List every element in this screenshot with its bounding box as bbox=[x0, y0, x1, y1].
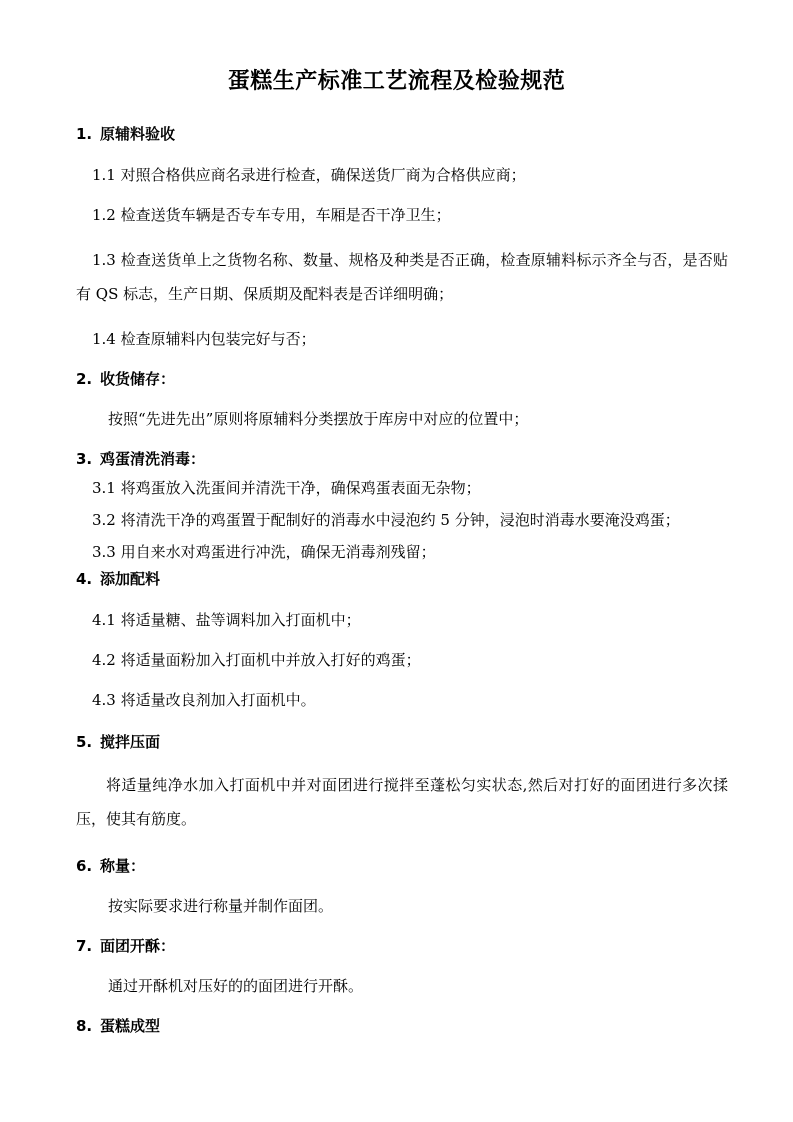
section-heading-1 bbox=[76, 124, 175, 144]
list-item: 3.3 用自来水对鸡蛋进行冲洗，确保无消毒剂残留； bbox=[92, 543, 436, 561]
section-number: 7. bbox=[76, 937, 93, 955]
list-item: 1.1 对照合格供应商名录进行检查，确保送货厂商为合格供应商； bbox=[92, 166, 526, 184]
list-item: 4.3 将适量改良剂加入打面机中。 bbox=[92, 691, 316, 709]
section-title: 面团开酥： bbox=[100, 937, 176, 955]
section-title: 搅拌压面 bbox=[100, 733, 161, 751]
section-heading-6 bbox=[76, 856, 145, 876]
section-number: 3. bbox=[76, 450, 93, 468]
section-title: 添加配料 bbox=[100, 570, 161, 588]
list-item: 3.1 将鸡蛋放入洗蛋间并清洗干净，确保鸡蛋表面无杂物； bbox=[92, 479, 481, 497]
section-heading-3 bbox=[76, 449, 205, 469]
section-number: 1. bbox=[76, 125, 93, 143]
section-number: 2. bbox=[76, 370, 93, 388]
list-item: 1.2 检查送货车辆是否专车专用，车厢是否干净卫生； bbox=[92, 206, 451, 224]
section-title: 鸡蛋清洗消毒： bbox=[100, 450, 206, 468]
section-title: 原辅料验收 bbox=[100, 125, 176, 143]
section-number: 5. bbox=[76, 733, 93, 751]
section-number: 6. bbox=[76, 857, 93, 875]
section-title: 蛋糕成型 bbox=[100, 1017, 161, 1035]
section-heading-2 bbox=[76, 369, 175, 389]
section-heading-5 bbox=[76, 732, 160, 752]
section-title: 称量： bbox=[100, 857, 146, 875]
section-body: 通过开酥机对压好的的面团进行开酥。 bbox=[108, 977, 364, 995]
list-item: 4.2 将适量面粉加入打面机中并放入打好的鸡蛋； bbox=[92, 651, 421, 669]
list-item: 4.1 将适量糖、盐等调料加入打面机中； bbox=[92, 611, 361, 629]
list-item: 3.2 将清洗干净的鸡蛋置于配制好的消毒水中浸泡约 5 分钟，浸泡时消毒水要淹没鸡蛋； bbox=[92, 511, 680, 529]
section-heading-8 bbox=[76, 1016, 160, 1036]
list-item: 1.3 检查送货单上之货物名称、数量、规格及种类是否正确，检查原辅料标示齐全与否，是否贴有 QS 标志，生产日期、保质期及配料表是否详细明确； bbox=[76, 251, 728, 303]
document-title: 蛋糕生产标准工艺流程及检验规范 bbox=[227, 68, 566, 94]
section-body: 将适量纯净水加入打面机中并对面团进行搅拌至蓬松匀实状态,然后对打好的面团进行多次揉压，使其有筋度。 bbox=[76, 776, 728, 828]
section-heading-4 bbox=[76, 569, 160, 589]
section-heading-7 bbox=[76, 936, 175, 956]
section-number: 8. bbox=[76, 1017, 93, 1035]
section-body: 按照“先进先出”原则将原辅料分类摆放于库房中对应的位置中； bbox=[108, 410, 529, 428]
list-item: 1.4 检查原辅料内包装完好与否； bbox=[92, 330, 316, 348]
section-title: 收货储存： bbox=[100, 370, 176, 388]
section-body: 按实际要求进行称量并制作面团。 bbox=[108, 897, 334, 915]
section-number: 4. bbox=[76, 570, 93, 588]
